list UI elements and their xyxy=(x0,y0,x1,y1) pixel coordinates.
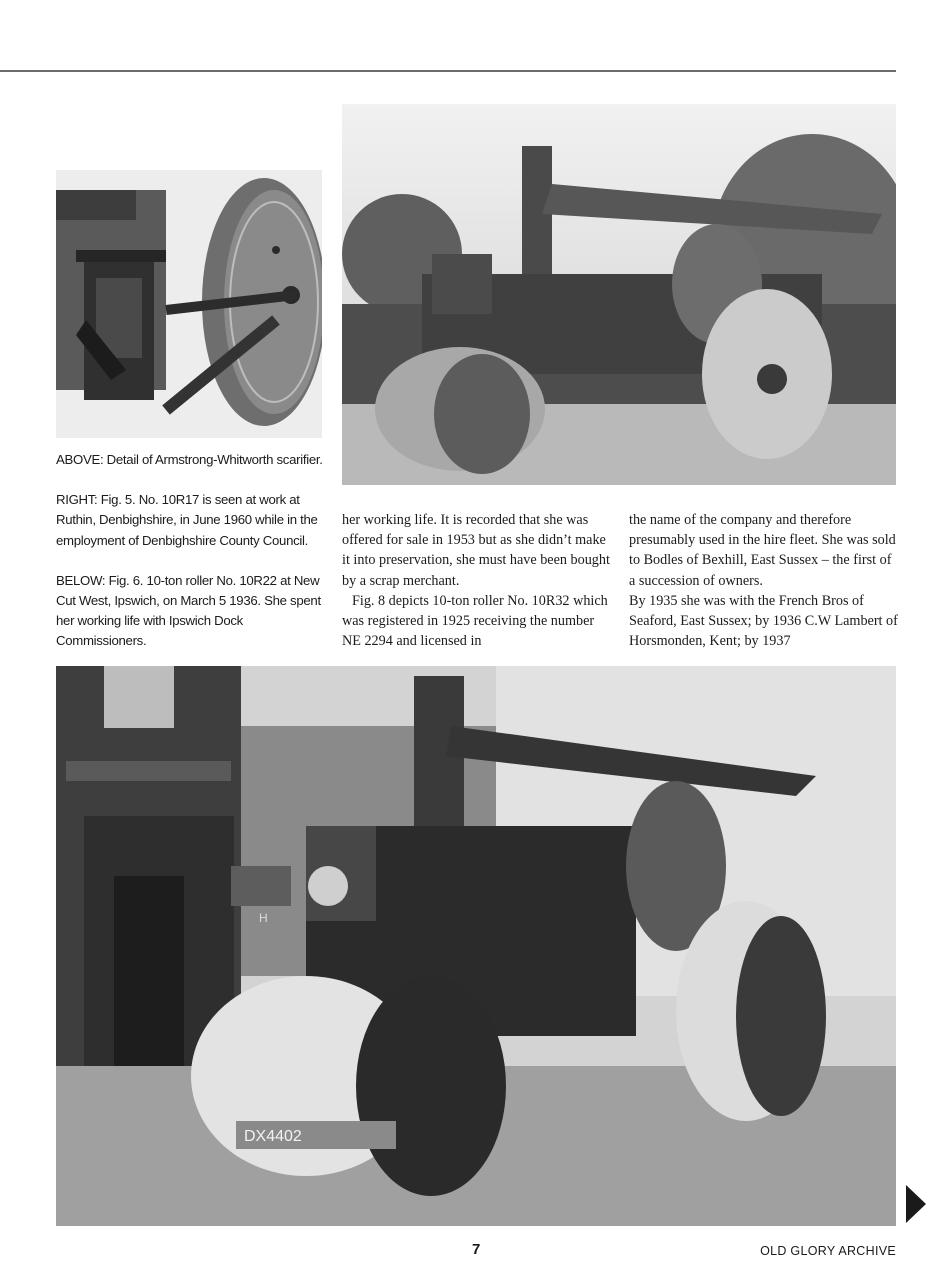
body-text-middle-column xyxy=(342,510,612,651)
body-paragraph: By 1935 she was with the French Bros of Seaford, East Sussex; by 1936 C.W Lambert of Horsmonden, Kent; by 1937 xyxy=(629,592,898,650)
number-plate: DX4402 xyxy=(244,1128,302,1145)
body-text-right-column xyxy=(629,510,901,651)
caption-below: BELOW: Fig. 6. 10-ton roller No. 10R22 at New Cut West, Ipswich, on March 5 1936. She spent her working life with Ipswich Dock Commissioners. xyxy=(56,572,321,649)
scarifier-detail-photo xyxy=(56,170,322,438)
body-paragraph: her working life. It is recorded that she was offered for sale in 1953 but as she didn’t make it into preservation, she must have been bought by a scrap merchant. xyxy=(342,512,610,589)
body-paragraph: the name of the company and therefore presumably used in the hire fleet. She was sold to Bodles of Bexhill, East Sussex – the first of a succession of owners. xyxy=(629,512,896,589)
roller-10r22-photo xyxy=(56,666,896,1226)
publication-name: OLD GLORY ARCHIVE xyxy=(760,1244,896,1258)
header-rule xyxy=(0,70,896,72)
next-page-arrow-icon[interactable] xyxy=(906,1185,926,1223)
roller-10r17-photo xyxy=(342,104,896,485)
caption-above: ABOVE: Detail of Armstrong-Whitworth scarifier. xyxy=(56,452,323,467)
caption-right: RIGHT: Fig. 5. No. 10R17 is seen at work at Ruthin, Denbighshire, in June 1960 while in the employment of Denbighshire County Council. xyxy=(56,492,318,548)
page-number: 7 xyxy=(472,1241,481,1258)
caption-column xyxy=(56,450,328,672)
wall-letter: H xyxy=(259,911,268,925)
body-paragraph: Fig. 8 depicts 10-ton roller No. 10R32 which was registered in 1925 receiving the number NE 2294 and licensed in xyxy=(342,592,608,650)
